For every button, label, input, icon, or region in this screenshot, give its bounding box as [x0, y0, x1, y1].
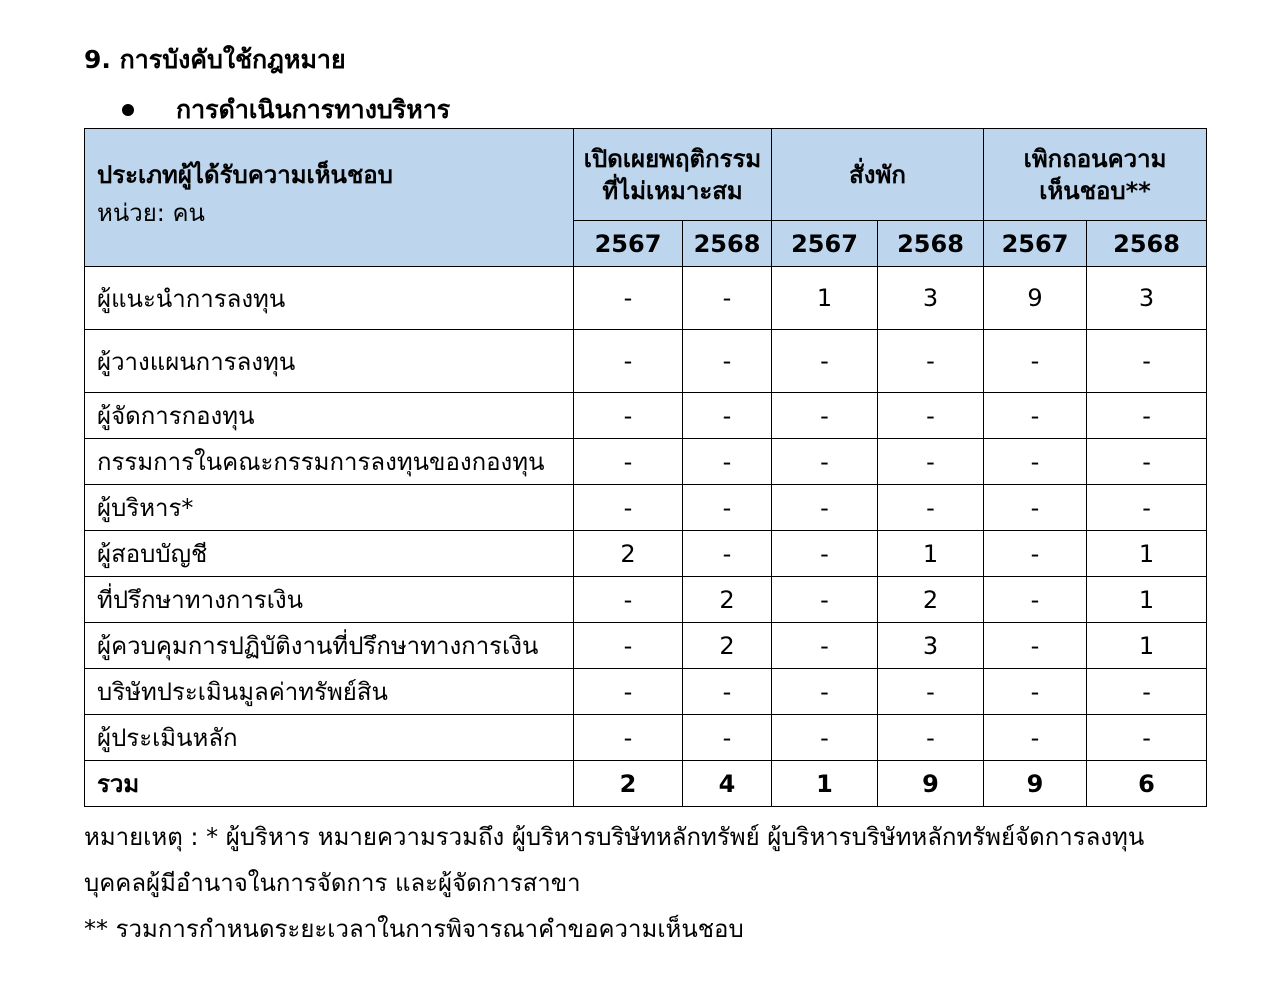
table-cell: - [574, 267, 683, 330]
group-header-line: เพิกถอนความ [1023, 144, 1167, 173]
table-cell: - [984, 330, 1087, 393]
table-cell: - [574, 330, 683, 393]
table-row [85, 439, 1207, 485]
table-cell: 1 [772, 267, 878, 330]
table-cell: 3 [878, 623, 984, 669]
table-cell: - [574, 715, 683, 761]
table-cell: - [1087, 330, 1207, 393]
group-header-disclosure [574, 129, 772, 221]
table-cell: - [574, 669, 683, 715]
table-cell: 3 [878, 267, 984, 330]
subsection-heading [84, 90, 450, 130]
table-cell: - [772, 393, 878, 439]
table-cell: 9 [984, 267, 1087, 330]
group-header-line: เปิดเผยพฤติกรรม [583, 144, 762, 173]
table-cell: - [772, 330, 878, 393]
table-cell: - [1087, 485, 1207, 531]
table-row [85, 715, 1207, 761]
table-row [85, 577, 1207, 623]
table-cell: - [878, 439, 984, 485]
table-cell: - [772, 439, 878, 485]
year-header: 2568 [878, 221, 984, 267]
table-cell: 2 [878, 577, 984, 623]
total-cell: 2 [574, 761, 683, 807]
total-row [85, 761, 1207, 807]
table-cell: - [878, 393, 984, 439]
table-cell: 2 [683, 577, 772, 623]
unit-label: หน่วย: คน [97, 199, 205, 227]
year-header: 2567 [574, 221, 683, 267]
table-cell: - [984, 485, 1087, 531]
footnote-line: หมายเหตุ : * ผู้บริหาร หมายความรวมถึง ผู้บริหารบริษัทหลักทรัพย์ ผู้บริหารบริษัทหลักทรัพย์จัดการลงทุน [84, 823, 1145, 851]
table-cell: - [574, 393, 683, 439]
group-header-line: ที่ไม่เหมาะสม [602, 176, 743, 205]
table-cell: - [683, 531, 772, 577]
table-cell: - [772, 623, 878, 669]
enforcement-table [84, 128, 1207, 807]
table-cell: - [683, 669, 772, 715]
table-cell: 2 [683, 623, 772, 669]
row-label: บริษัทประเมินมูลค่าทรัพย์สิน [85, 669, 574, 715]
table-cell: - [1087, 669, 1207, 715]
year-header: 2567 [772, 221, 878, 267]
table-cell: - [1087, 393, 1207, 439]
row-label: ผู้วางแผนการลงทุน [85, 330, 574, 393]
row-label: ผู้บริหาร* [85, 485, 574, 531]
table-cell: 1 [1087, 577, 1207, 623]
table-cell: - [772, 577, 878, 623]
table-cell: - [984, 439, 1087, 485]
table-cell: - [772, 485, 878, 531]
table-cell: - [574, 439, 683, 485]
group-header-line: เห็นชอบ** [1039, 176, 1151, 205]
table-cell: - [878, 715, 984, 761]
section-title: 9. การบังคับใช้กฎหมาย [84, 45, 346, 74]
table-cell: - [984, 531, 1087, 577]
table-cell: - [878, 669, 984, 715]
table-cell: - [574, 577, 683, 623]
footnote-line: บุคคลผู้มีอำนาจในการจัดการ และผู้จัดการสาขา [84, 869, 581, 897]
table-cell: 1 [878, 531, 984, 577]
total-cell: 6 [1087, 761, 1207, 807]
total-cell: 9 [878, 761, 984, 807]
year-header: 2568 [1087, 221, 1207, 267]
table-cell: - [984, 715, 1087, 761]
footnote-line: ** รวมการกำหนดระยะเวลาในการพิจารณาคำขอความเห็นชอบ [84, 915, 744, 943]
row-label: ที่ปรึกษาทางการเงิน [85, 577, 574, 623]
table-cell: - [984, 393, 1087, 439]
table-cell: - [683, 439, 772, 485]
table-cell: - [1087, 439, 1207, 485]
category-column-header: ประเภทผู้ได้รับความเห็นชอบ [97, 161, 393, 189]
table-cell: - [574, 623, 683, 669]
row-label: กรรมการในคณะกรรมการลงทุนของกองทุน [85, 439, 574, 485]
footnotes [84, 814, 1144, 952]
table-cell: - [574, 485, 683, 531]
table-cell: - [878, 330, 984, 393]
group-header-revocation [984, 129, 1207, 221]
table-cell: 1 [1087, 531, 1207, 577]
bullet-icon [122, 104, 134, 116]
table-cell: - [772, 531, 878, 577]
table-cell: - [772, 669, 878, 715]
row-label: ผู้สอบบัญชี [85, 531, 574, 577]
row-label: ผู้แนะนำการลงทุน [85, 267, 574, 330]
total-cell: 4 [683, 761, 772, 807]
table-cell: - [984, 577, 1087, 623]
table-cell: - [683, 393, 772, 439]
table-row [85, 531, 1207, 577]
table-cell: 3 [1087, 267, 1207, 330]
table-row [85, 485, 1207, 531]
table-body [85, 267, 1207, 807]
row-label: ผู้จัดการกองทุน [85, 393, 574, 439]
table-cell: - [683, 330, 772, 393]
table-row [85, 623, 1207, 669]
group-header-line: สั่งพัก [849, 160, 906, 189]
row-label: ผู้ประเมินหลัก [85, 715, 574, 761]
table-cell: - [1087, 715, 1207, 761]
table-corner-header [85, 129, 574, 267]
total-label: รวม [85, 761, 574, 807]
table-cell: - [984, 669, 1087, 715]
year-header: 2568 [683, 221, 772, 267]
subsection-title: การดำเนินการทางบริหาร [176, 95, 451, 124]
table-cell: 2 [574, 531, 683, 577]
table-cell: - [772, 715, 878, 761]
table-cell: - [878, 485, 984, 531]
table-row [85, 393, 1207, 439]
table-row [85, 267, 1207, 330]
group-header-suspension [772, 129, 984, 221]
row-label: ผู้ควบคุมการปฏิบัติงานที่ปรึกษาทางการเงิน [85, 623, 574, 669]
table-row [85, 669, 1207, 715]
total-cell: 1 [772, 761, 878, 807]
table-cell: - [683, 267, 772, 330]
table-cell: - [984, 623, 1087, 669]
table-cell: - [683, 715, 772, 761]
year-header: 2567 [984, 221, 1087, 267]
table-row [85, 330, 1207, 393]
table-cell: - [683, 485, 772, 531]
table-cell: 1 [1087, 623, 1207, 669]
total-cell: 9 [984, 761, 1087, 807]
